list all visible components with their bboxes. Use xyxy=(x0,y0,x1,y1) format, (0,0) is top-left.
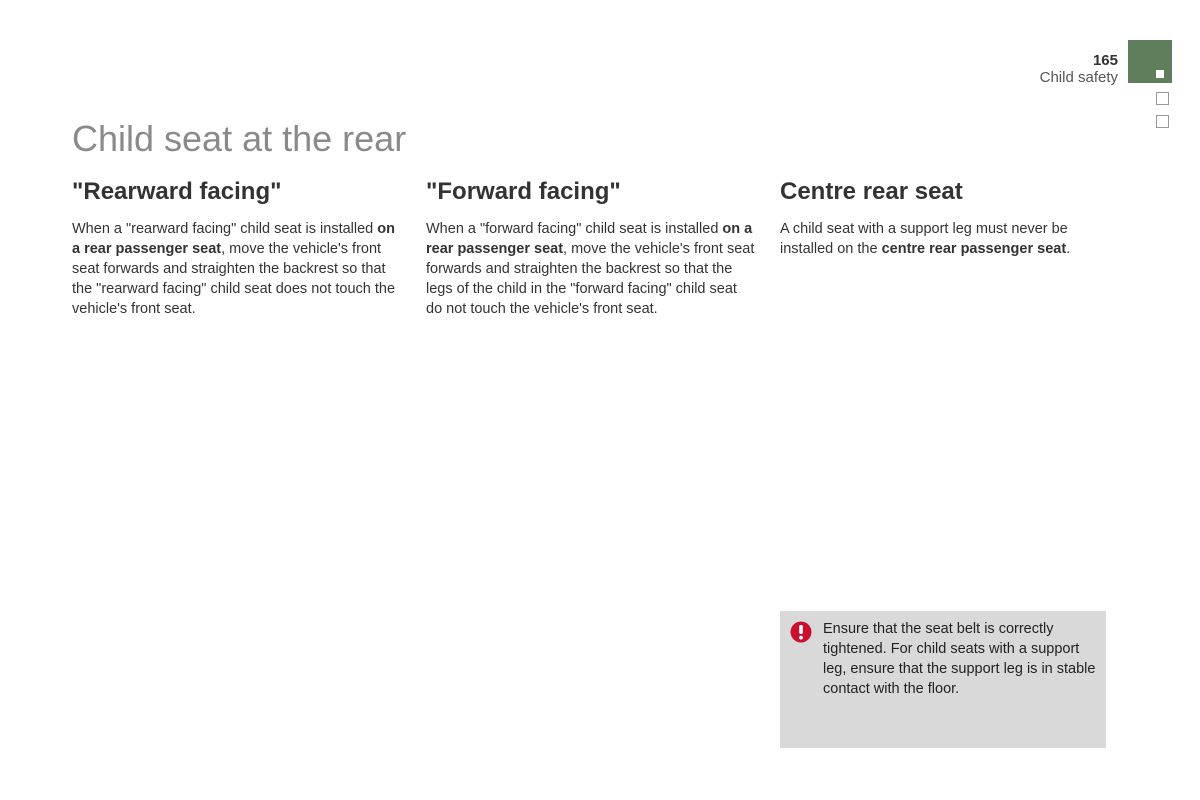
text-part: A child seat with a support leg must never be installed on the xyxy=(780,221,1068,257)
column-text xyxy=(780,219,1110,259)
section-tab-square xyxy=(1156,70,1164,78)
column-heading: "Rearward facing" xyxy=(72,178,282,205)
text-part: , move the vehicle's front seat forwards and straighten the backrest so that the "rearward facing" child seat does not touch the vehicle's front seat. xyxy=(72,241,396,317)
column-centre-rear-seat xyxy=(780,177,1110,259)
warning-box xyxy=(780,611,1106,748)
exclamation-warning-icon xyxy=(790,621,812,643)
text-part: When a "rearward facing" child seat is installed xyxy=(72,221,378,237)
column-rearward-facing xyxy=(72,177,402,319)
nav-box-1 xyxy=(1156,92,1169,105)
page-title: Child seat at the rear xyxy=(72,118,407,159)
text-part: , move the vehicle's front seat forwards and straighten the backrest so that the legs of the child in the "forward facing" child seat do not touch the vehicle's front seat. xyxy=(426,241,755,317)
warning-text: Ensure that the seat belt is correctly tightened. For child seats with a support leg, ensure that the support leg is in stable contact with the floor. xyxy=(823,621,1096,697)
column-text xyxy=(72,219,402,319)
text-bold: on a rear passenger seat xyxy=(72,221,395,257)
text-part: When a "forward facing" child seat is installed xyxy=(426,221,723,237)
column-heading: "Forward facing" xyxy=(426,178,621,205)
text-bold: centre rear passenger seat xyxy=(881,241,1067,257)
text-bold: on a rear passenger seat xyxy=(426,221,753,257)
page-number: 165 xyxy=(1092,52,1118,69)
text-part: . xyxy=(1066,241,1071,257)
section-tab xyxy=(1128,40,1172,83)
column-forward-facing xyxy=(426,177,756,319)
section-name: Child safety xyxy=(1039,69,1118,86)
nav-box-2 xyxy=(1156,115,1169,128)
column-text xyxy=(426,219,756,319)
column-heading: Centre rear seat xyxy=(780,178,963,205)
